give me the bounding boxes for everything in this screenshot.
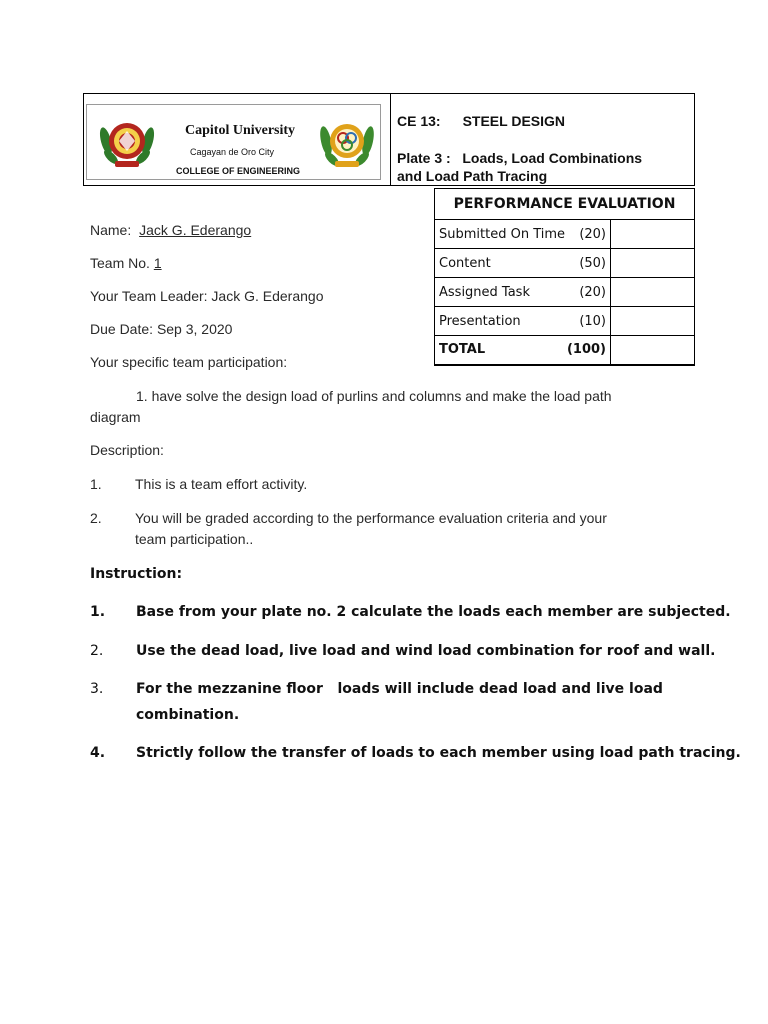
instruction-item-text: Strictly follow the transfer of loads to each member using load path tracing.: [136, 745, 741, 761]
instruction-item-number: 1.: [90, 604, 106, 620]
due-date-label: Due Date:: [90, 321, 154, 337]
instruction-item-text-continued: combination.: [136, 707, 240, 723]
team-label: Team No.: [90, 255, 150, 271]
plate-title-line2: and Load Path Tracing: [397, 168, 548, 184]
due-date-line: [90, 321, 232, 337]
course-title: [397, 113, 565, 129]
description-item-text-continued: team participation..: [135, 531, 254, 547]
criterion-points: (10): [579, 313, 606, 329]
college-seal-icon: [318, 113, 376, 171]
logo-panel: [86, 104, 381, 180]
university-name: Capitol University: [185, 123, 296, 138]
evaluation-header-row: [435, 189, 695, 220]
total-points: (100): [566, 342, 606, 358]
participation-text-line2: diagram: [90, 409, 141, 425]
student-name: Jack G. Ederango: [139, 222, 252, 238]
description-item-number: 1.: [90, 476, 102, 492]
instruction-item-text: Base from your plate no. 2 calculate the loads each member are subjected.: [136, 604, 731, 620]
name-line: [90, 222, 251, 238]
college-name: COLLEGE OF ENGINEERING: [176, 166, 301, 176]
participation-label: Your specific team participation:: [90, 354, 288, 370]
instruction-item-number: 4.: [90, 745, 106, 761]
instruction-item-text: Use the dead load, live load and wind load combination for roof and wall.: [136, 643, 716, 659]
evaluation-row: [435, 220, 695, 249]
description-label: Description:: [90, 442, 164, 458]
evaluation-row: [435, 249, 695, 278]
participation-text-line1: 1. have solve the design load of purlins and columns and make the load path: [136, 388, 612, 404]
header-divider: [390, 94, 391, 185]
leader-line: [90, 288, 323, 304]
leader-name: Jack G. Ederango: [211, 288, 324, 304]
total-label: TOTAL: [439, 342, 486, 358]
instruction-item-number: 3.: [90, 681, 104, 697]
criterion-points: (20): [579, 226, 606, 242]
criterion-label: Assigned Task: [439, 284, 530, 300]
team-line: [90, 255, 162, 271]
description-item-text: You will be graded according to the performance evaluation criteria and your: [135, 510, 607, 526]
description-item-text: This is a team effort activity.: [135, 476, 308, 492]
leader-label: Your Team Leader:: [90, 288, 208, 304]
instruction-item-number: 2.: [90, 643, 104, 659]
university-seal-icon: [97, 111, 157, 171]
score-cell[interactable]: [611, 307, 695, 336]
score-cell[interactable]: [611, 249, 695, 278]
course-code: CE 13:: [397, 113, 441, 129]
instruction-item-text: For the mezzanine floor loads will include dead load and live load: [136, 681, 663, 697]
evaluation-row: [435, 278, 695, 307]
plate-title-line1: Plate 3 : Loads, Load Combinations: [397, 150, 643, 166]
plate-title: [397, 149, 677, 185]
evaluation-row: [435, 307, 695, 336]
evaluation-title: PERFORMANCE EVALUATION: [435, 189, 695, 220]
description-item-number: 2.: [90, 510, 102, 526]
course-name: STEEL DESIGN: [462, 113, 566, 129]
criterion-label: Content: [439, 255, 491, 271]
score-cell[interactable]: [611, 278, 695, 307]
university-city: Cagayan de Oro City: [190, 147, 275, 157]
score-cell[interactable]: [611, 220, 695, 249]
criterion-label: Submitted On Time: [439, 226, 566, 242]
document-header: [83, 93, 695, 186]
criterion-points: (20): [579, 284, 606, 300]
evaluation-total-row: [435, 336, 695, 365]
instruction-label: Instruction:: [90, 566, 183, 582]
team-number: 1: [153, 255, 162, 271]
total-score-cell[interactable]: [611, 336, 695, 365]
name-label: Name:: [90, 222, 132, 238]
due-date-value: Sep 3, 2020: [156, 321, 233, 337]
criterion-points: (50): [579, 255, 606, 271]
criterion-label: Presentation: [439, 313, 521, 329]
performance-evaluation-table: [434, 188, 695, 366]
